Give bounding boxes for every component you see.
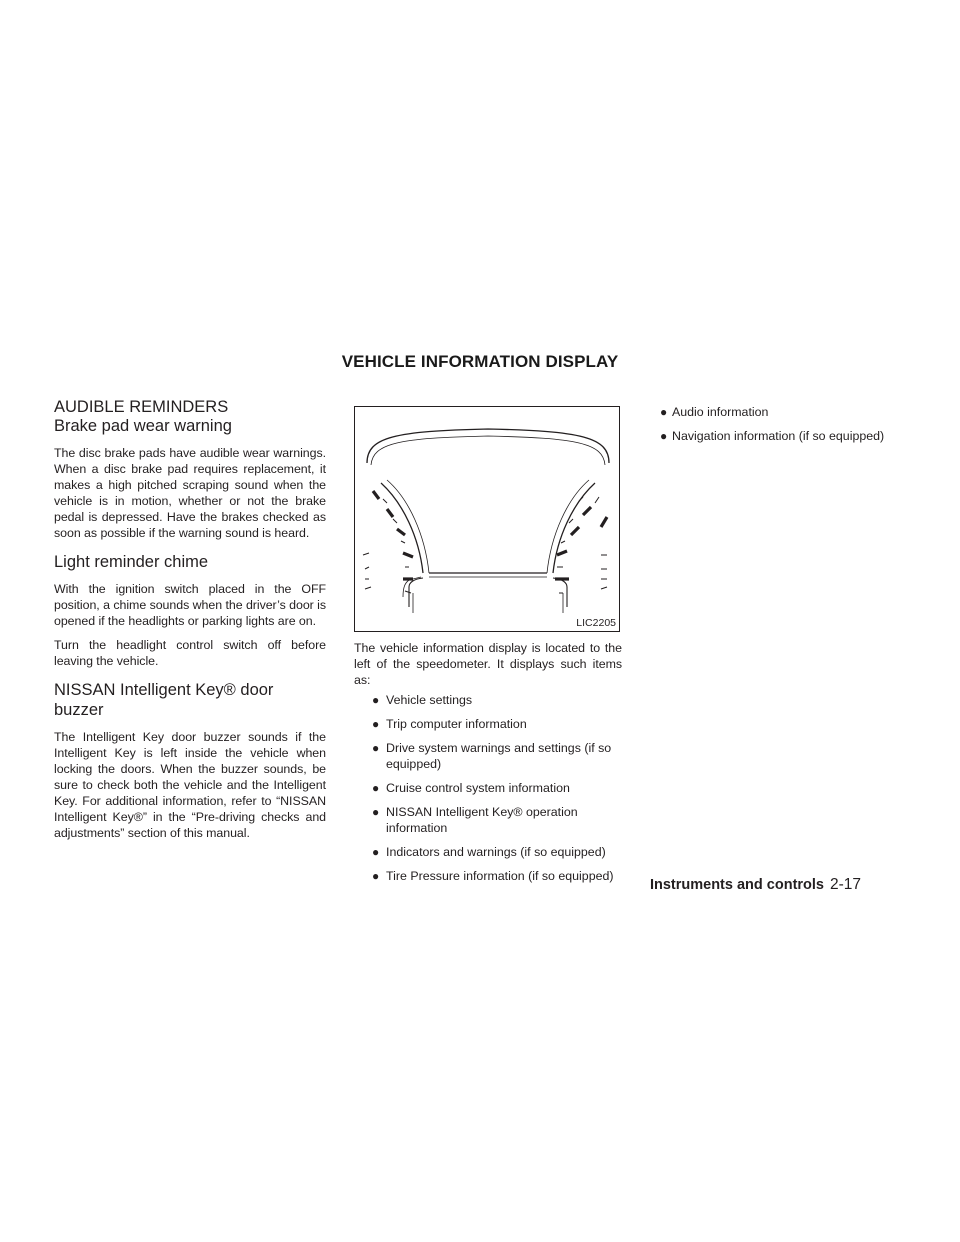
subheading-brake-pad: Brake pad wear warning bbox=[54, 417, 232, 435]
paragraph-brake-pad: The disc brake pads have audible wear warnings. When a disc brake pad requires replacement, it makes a high pitched scraping sound when the vehicle is in motion, whether or not the brake pedal is depressed. Have the brakes checked as soon as possible if the warning sound is heard. bbox=[54, 446, 326, 540]
paragraph-door-buzzer: The Intelligent Key door buzzer sounds if the Intelligent Key is left inside the vehicle when locking the doors. When the buzzer sounds, be sure to check both the vehicle and the Intelligent Key. For additional information, refer to “NISSAN Intelligent Key®” in the “Pre-driving checks and adjustments” section of this manual. bbox=[54, 730, 326, 840]
bullet-icon: ● bbox=[372, 741, 380, 755]
list-item: ● Navigation information (if so equipped) bbox=[660, 429, 885, 443]
list-item: ● Trip computer information bbox=[372, 717, 527, 731]
list-item: ● Cruise control system information bbox=[372, 781, 570, 795]
paragraph-headlight-off: Turn the headlight control switch off before leaving the vehicle. bbox=[54, 638, 326, 668]
list-item: ● Audio information bbox=[660, 405, 769, 419]
chapter-title: Instruments and controls bbox=[649, 877, 824, 893]
subheading-light-chime: Light reminder chime bbox=[54, 553, 209, 571]
vid-items-list-continued bbox=[650, 404, 920, 444]
middle-column bbox=[354, 398, 622, 892]
list-item: ● Vehicle settings bbox=[372, 693, 473, 707]
right-column bbox=[650, 404, 920, 452]
bullet-icon: ● bbox=[372, 717, 380, 731]
instrument-cluster-figure bbox=[354, 406, 620, 632]
left-column bbox=[54, 398, 326, 841]
bullet-icon: ● bbox=[372, 781, 380, 795]
bullet-icon: ● bbox=[372, 845, 380, 859]
list-item: ● NISSAN Intelligent Key® operation information bbox=[372, 805, 578, 835]
section-title: VEHICLE INFORMATION DISPLAY bbox=[341, 352, 619, 371]
list-item: ● Indicators and warnings (if so equipped) bbox=[372, 845, 606, 859]
bullet-icon: ● bbox=[660, 405, 668, 419]
bullet-icon: ● bbox=[372, 693, 380, 707]
vid-items-list bbox=[354, 692, 622, 884]
paragraph-vid-intro: The vehicle information display is located to the left of the speedometer. It displays such items as: bbox=[354, 641, 622, 687]
list-item: ● Drive system warnings and settings (if so equipped) bbox=[372, 741, 612, 771]
list-item: ● Tire Pressure information (if so equipped) bbox=[372, 869, 614, 883]
bullet-icon: ● bbox=[660, 429, 668, 443]
instrument-cluster-illustration bbox=[355, 407, 621, 633]
bullet-icon: ● bbox=[372, 869, 380, 883]
paragraph-light-chime: With the ignition switch placed in the OFF position, a chime sounds when the driver’s door is opened if the headlights or parking lights are on. bbox=[54, 582, 326, 628]
bullet-icon: ● bbox=[372, 805, 380, 819]
page-number: 2-17 bbox=[830, 876, 862, 893]
figure-label: LIC2205 bbox=[576, 617, 616, 629]
subheading-door-buzzer: NISSAN Intelligent Key® door buzzer bbox=[54, 681, 274, 719]
heading-audible-reminders: AUDIBLE REMINDERS bbox=[54, 398, 229, 416]
